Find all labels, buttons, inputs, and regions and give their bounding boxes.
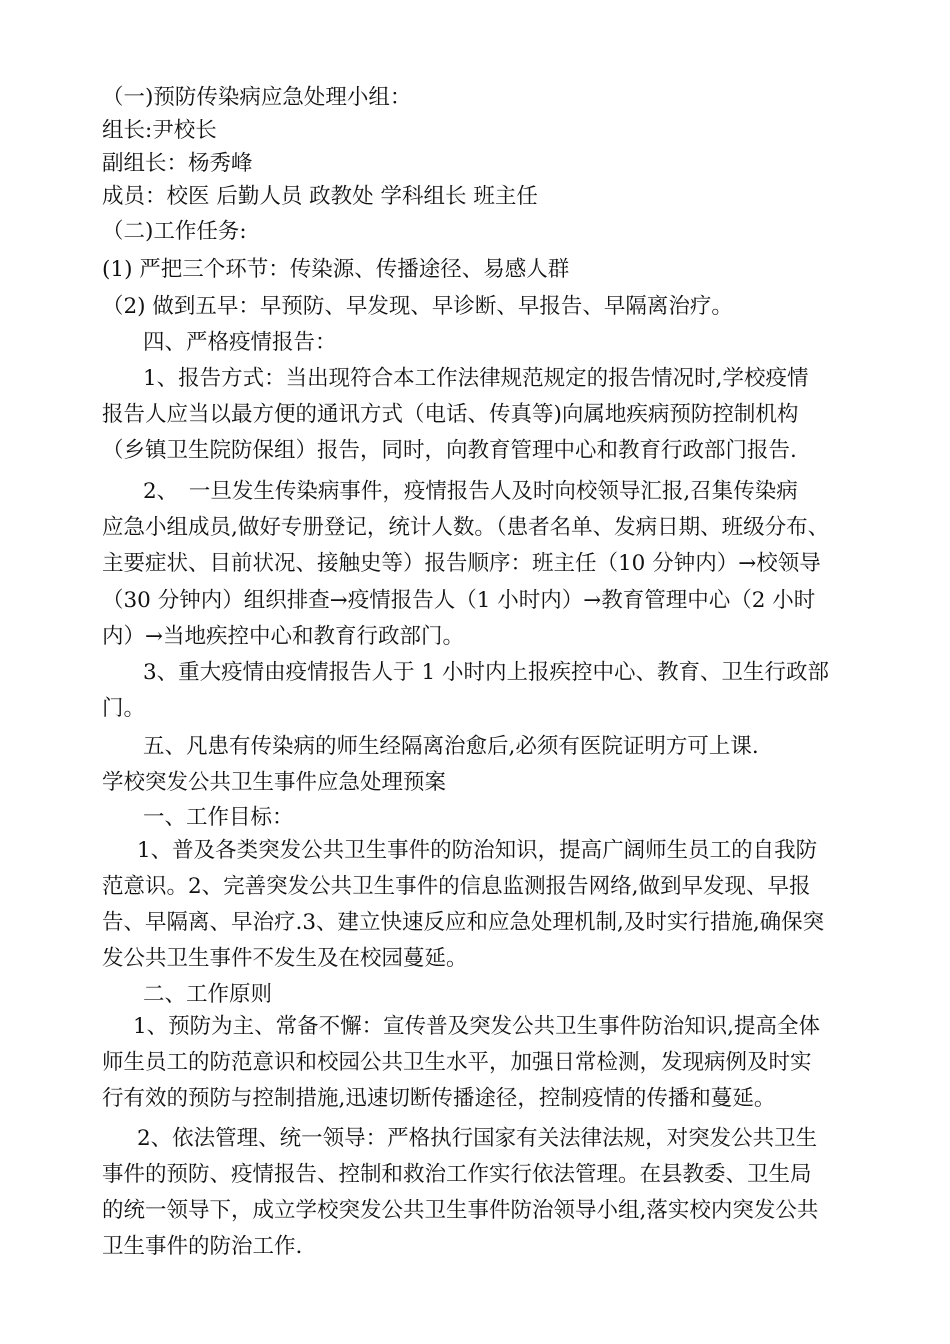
text-line: (1) 严把三个环节：传染源、传播途径、易感人群 <box>102 257 570 282</box>
text-line: 的统一领导下，成立学校突发公共卫生事件防治领导小组,落实校内突发公共 <box>102 1198 819 1223</box>
text-line: 1、普及各类突发公共卫生事件的防治知识，提高广阔师生员工的自我防 <box>137 838 818 863</box>
text-line: 1、预防为主、常备不懈：宣传普及突发公共卫生事件防治知识,提高全体 <box>133 1014 821 1039</box>
text-line: （2) 做到五早：早预防、早发现、早诊断、早报告、早隔离治疗。 <box>102 294 733 319</box>
text-line: 3、重大疫情由疫情报告人于 1 小时内上报疾控中心、教育、卫生行政部 <box>143 660 830 685</box>
document-subtitle: 学校突发公共卫生事件应急处理预案 <box>102 770 447 795</box>
text-line: 2、 一旦发生传染病事件，疫情报告人及时向校领导汇报,召集传染病 <box>143 479 798 504</box>
text-line: 事件的预防、疫情报告、控制和救治工作实行依法管理。在县教委、卫生局 <box>102 1162 812 1187</box>
text-line: 范意识。2、完善突发公共卫生事件的信息监测报告网络,做到早发现、早报 <box>102 874 811 899</box>
text-line: 成员：校医 后勤人员 政教处 学科组长 班主任 <box>102 184 538 209</box>
text-line: 五、凡患有传染病的师生经隔离治愈后,必须有医院证明方可上课. <box>143 734 759 759</box>
text-line: 副组长：杨秀峰 <box>102 151 253 176</box>
text-line: 师生员工的防范意识和校园公共卫生水平，加强日常检测，发现病例及时实 <box>102 1050 812 1075</box>
text-line: （二)工作任务: <box>102 219 247 244</box>
text-line: 1、报告方式：当出现符合本工作法律规范规定的报告情况时,学校疫情 <box>143 366 809 391</box>
text-line: 一、工作目标： <box>143 805 294 830</box>
text-line: 主要症状、目前状况、接触史等）报告顺序：班主任（10 分钟内）→校领导 <box>102 551 821 576</box>
text-line: 卫生事件的防治工作. <box>102 1234 303 1259</box>
text-line: 门。 <box>102 696 146 721</box>
text-line: 应急小组成员,做好专册登记，统计人数。（患者名单、发病日期、班级分布、 <box>102 515 830 540</box>
text-line: 发公共卫生事件不发生及在校园蔓延。 <box>102 946 468 971</box>
text-line: 报告人应当以最方便的通讯方式（电话、传真等)向属地疾病预防控制机构 <box>102 402 799 427</box>
text-line: 二、工作原则 <box>143 982 273 1007</box>
text-line: （30 分钟内）组织排查→疫情报告人（1 小时内）→教育管理中心（2 小时 <box>102 588 816 613</box>
text-line: 2、依法管理、统一领导：严格执行国家有关法律法规，对突发公共卫生 <box>137 1126 818 1151</box>
text-line: （一)预防传染病应急处理小组： <box>102 85 412 110</box>
text-line: 告、早隔离、早治疗.3、建立快速反应和应急处理机制,及时实行措施,确保突 <box>102 910 825 935</box>
text-line: 四、严格疫情报告： <box>143 330 337 355</box>
text-line: 内）→当地疾控中心和教育行政部门。 <box>102 624 465 649</box>
text-line: （乡镇卫生院防保组）报告，同时，向教育管理中心和教育行政部门报告. <box>102 438 797 463</box>
text-line: 行有效的预防与控制措施,迅速切断传播途径，控制疫情的传播和蔓延。 <box>102 1086 776 1111</box>
text-line: 组长:尹校长 <box>102 118 217 143</box>
